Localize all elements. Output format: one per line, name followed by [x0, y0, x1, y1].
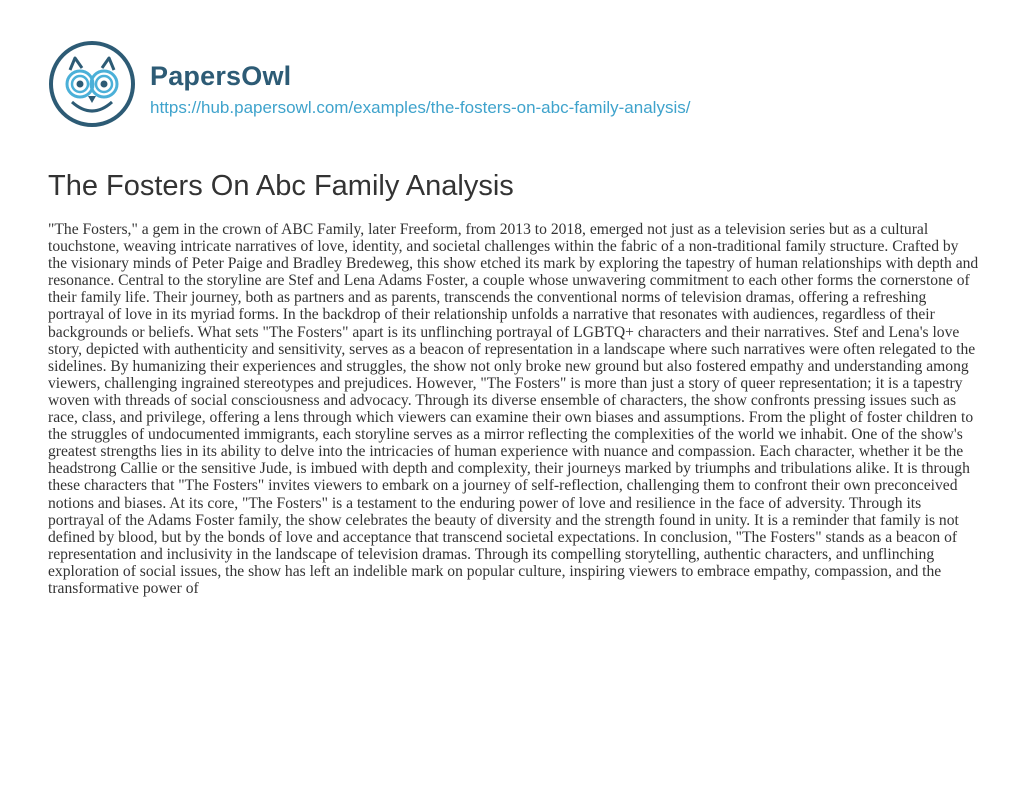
source-url[interactable]: https://hub.papersowl.com/examples/the-fosters-on-abc-family-analysis/ [150, 98, 691, 117]
page-title: The Fosters On Abc Family Analysis [48, 170, 514, 202]
owl-icon [48, 40, 136, 128]
brand-header [48, 40, 690, 128]
brand-block [150, 60, 690, 120]
article-body: "The Fosters," a gem in the crown of ABC Family, later Freeform, from 2013 to 2018, emerged not just as a television series but as a cultural touchstone, weaving intricate narratives of love, identity, and societal challenges within the fabric of a non-traditional family structure. Crafted by the visionary minds of Peter Paige and Bradley Bredeweg, this show etched its mark by exploring the tapestry of human relationships with depth and resonance. Central to the storyline are Stef and Lena Adams Foster, a couple whose unwavering commitment to each other forms the cornerstone of their family life. Their journey, both as partners and as parents, transcends the conventional norms of television dramas, offering a refreshing portrayal of love in its myriad forms. In the backdrop of their relationship unfolds a narrative that resonates with audiences, regardless of their backgrounds or beliefs. What sets "The Fosters" apart is its unflinching portrayal of LGBTQ+ characters and their narratives. Stef and Lena's love story, depicted with authenticity and sensitivity, serves as a beacon of representation in a landscape where such narratives were often relegated to the sidelines. By humanizing their experiences and struggles, the show not only broke new ground but also fostered empathy and understanding among viewers, challenging ingrained stereotypes and prejudices. However, "The Fosters" is more than just a story of queer representation; it is a tapestry woven with threads of social consciousness and advocacy. Through its diverse ensemble of characters, the show confronts pressing issues such as race, class, and privilege, offering a lens through which viewers can examine their own biases and assumptions. From the plight of foster children to the struggles of undocumented immigrants, each storyline serves as a mirror reflecting the complexities of the world we inhabit. One of the show's greatest strengths lies in its ability to delve into the intricacies of human experience with nuance and compassion. Each character, whether it be the headstrong Callie or the sensitive Jude, is imbued with depth and complexity, their journeys marked by triumphs and tribulations alike. It is through these characters that "The Fosters" invites viewers to embark on a journey of self-reflection, challenging them to confront their own preconceived notions and biases. At its core, "The Fosters" is a testament to the enduring power of love and resilience in the face of adversity. Through its portrayal of the Adams Foster family, the show celebrates the beauty of diversity and the strength found in unity. It is a reminder that family is not defined by blood, but by the bonds of love and acceptance that transcend societal expectations. In conclusion, "The Fosters" stands as a beacon of representation and inclusivity in the landscape of television dramas. Through its compelling storytelling, authentic characters, and unflinching exploration of social issues, the show has left an indelible mark on popular culture, inspiring viewers to embrace empathy, compassion, and the transformative power of [48, 221, 979, 597]
brand-name: PapersOwl [150, 61, 292, 91]
